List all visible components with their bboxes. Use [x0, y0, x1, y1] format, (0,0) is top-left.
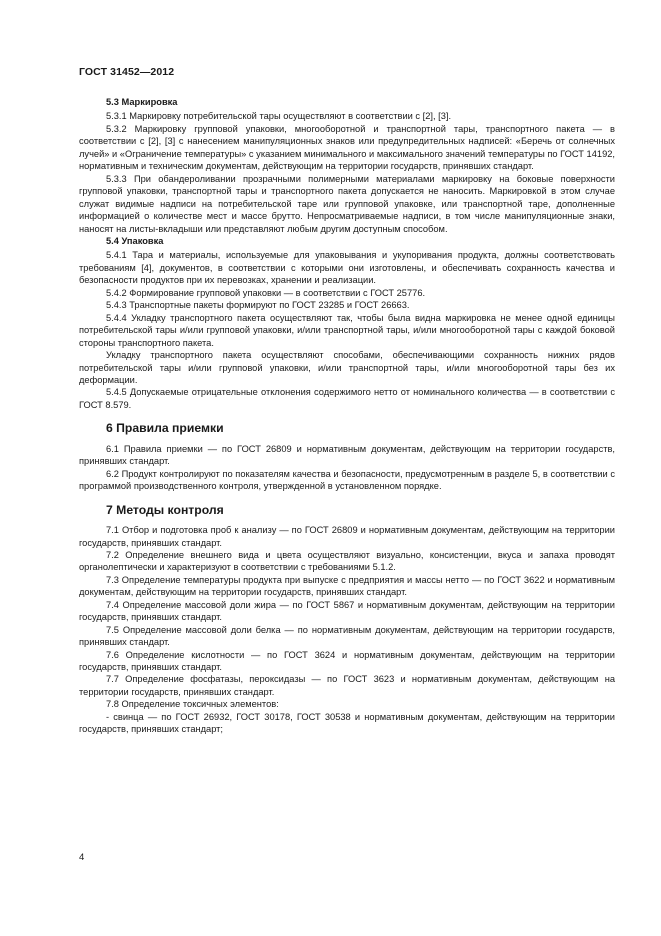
paragraph: 7.8 Определение токсичных элементов:: [106, 699, 279, 710]
paragraph: 7.4 Определение массовой доли жира — по ГОСТ 5867 и нормативным документам, действующим на территории государств, принявших стандарт.: [79, 599, 615, 623]
paragraph: - свинца — по ГОСТ 26932, ГОСТ 30178, ГОСТ 30538 и нормативным документам, действующим на территории государств, принявших стандарт;: [79, 711, 615, 735]
paragraph: 7.3 Определение температуры продукта при выпуске с предприятия и массы нетто — по ГОСТ 3622 и нормативным документам, действующим на территории государств, принявших стандарт.: [79, 574, 615, 598]
paragraph: 5.4.5 Допускаемые отрицательные отклонения содержимого нетто от номинального количества — в соответствии с ГОСТ 8.579.: [79, 387, 615, 410]
paragraph: 5.4.2 Формирование групповой упаковки — в соответствии с ГОСТ 25776.: [106, 287, 426, 298]
paragraph: 7.6 Определение кислотности — по ГОСТ 3624 и нормативным документам, действующим на территории государств, принявших стандарт.: [79, 649, 615, 673]
section-heading: 7 Методы контроля: [106, 502, 224, 517]
paragraph: 7.5 Определение массовой доли белка — по нормативным документам, действующим на территории государств, принявших стандарт.: [79, 624, 615, 648]
paragraph: 7.2 Определение внешнего вида и цвета осуществляют визуально, консистенции, вкуса и запаха проводят органолептически и характеризуют в соответствии с требованиями 5.1.2.: [79, 549, 615, 573]
paragraph: 5.4.4 Укладку транспортного пакета осуществляют так, чтобы была видна маркировка не менее одной единицы потребительской тары и/или групповой упаковки, и/или транспортной тары, и/или многооборотной тары с каждой боковой стороны транспортного пакета.: [79, 312, 615, 348]
paragraph: 5.3.1 Маркировку потребительской тары осуществляют в соответствии с [2], [3].: [106, 111, 452, 122]
section-heading: 6 Правила приемки: [106, 421, 224, 436]
paragraph: 5.3.3 При обандероливании прозрачными полимерными материалами маркировку на боковые поверхности групповой упаковки, транспортной тары и транспортного пакета допускается не наносить. Маркировкой в этом случае служат видимые надписи на потребительской таре или групповой упаковке, или транспортной таре, дополненные информацией о количестве мест и массе брутто. Непросматриваемые надписи, в том числе манипуляционные знаки, наносят на листы-вкладыши или представляют любым другим доступным способом.: [79, 173, 615, 234]
paragraph: 7.1 Отбор и подготовка проб к анализу — по ГОСТ 26809 и нормативным документам, действующим на территории государств, принявших стандарт.: [79, 525, 615, 548]
document-body: [79, 96, 615, 736]
paragraph: 6.1 Правила приемки — по ГОСТ 26809 и нормативным документам, действующим на территории государств, принявших стандарт.: [79, 443, 615, 467]
paragraph: 6.2 Продукт контролируют по показателям качества и безопасности, предусмотренным в разделе 5, в соответствии с программой производственного контроля, утвержденной в установленном порядке.: [79, 468, 615, 492]
paragraph: 5.4.3 Транспортные пакеты формируют по ГОСТ 23285 и ГОСТ 26663.: [106, 300, 410, 311]
page-number: 4: [79, 852, 85, 863]
subsection-heading: 5.4 Упаковка: [106, 235, 164, 246]
paragraph: 5.4.1 Тара и материалы, используемые для упаковывания и укупоривания продукта, должны соответствовать требованиям [4], документов, в соответствии с которыми они изготовлены, и обеспечивать сохранность качества и безопасности продуктов при их перевозках, хранении и реализации.: [79, 250, 615, 286]
page-header: ГОСТ 31452—2012: [79, 66, 175, 78]
paragraph: Укладку транспортного пакета осуществляют способами, обеспечивающими сохранность нижних рядов потребительской тары и/или групповой упаковки, и/или транспортной тары, и/или многооборотной тары без их деформации.: [79, 350, 615, 385]
paragraph: 7.7 Определение фосфатазы, пероксидазы — по ГОСТ 3623 и нормативным документам, действующим на территории государств, принявших стандарт.: [79, 674, 615, 697]
subsection-heading: 5.3 Маркировка: [106, 97, 178, 107]
paragraph: 5.3.2 Маркировку групповой упаковки, многооборотной и транспортной тары, транспортного пакета — в соответствии с [2], [3] с нанесением манипуляционных знаков или предупредительных надписей: «Беречь от солнечных лучей» и «Ограничение температуры» с указанием минимального и максимального значений температуры по ГОСТ 14192, нормативным и техническим документам, действующим на территории государств, принявших стандарт.: [79, 123, 615, 172]
